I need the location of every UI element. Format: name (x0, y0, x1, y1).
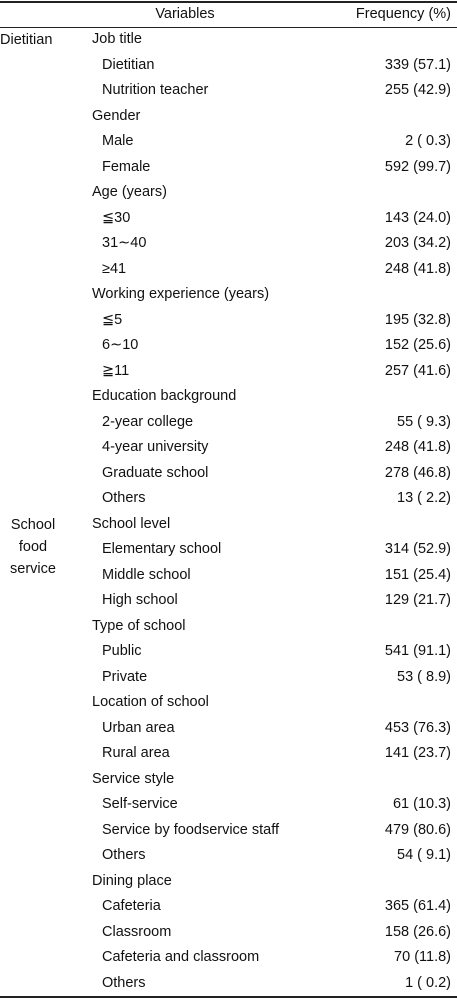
table-row-category (0, 869, 457, 895)
table-row-category (0, 180, 457, 206)
row-frequency: 278 (46.8) (384, 464, 451, 481)
row-frequency: 151 (25.4) (384, 566, 451, 583)
header-variables: Variables (155, 6, 215, 22)
row-label: Self-service (102, 796, 178, 812)
row-frequency: 248 (41.8) (384, 260, 451, 277)
table-row-category (0, 384, 457, 410)
table-row (0, 78, 457, 104)
row-label: ≧11 (102, 362, 130, 379)
group-label-line: service (10, 561, 56, 577)
table-row-category (0, 27, 457, 53)
row-label: ≦5 (102, 311, 123, 328)
table-row (0, 53, 457, 79)
row-label: Service by foodservice staff (102, 821, 280, 838)
category-label: Type of school (92, 617, 186, 634)
table-row-category (0, 512, 457, 538)
row-label: 31∼40 (102, 235, 147, 251)
row-label: Urban area (102, 719, 175, 736)
row-frequency: 203 (34.2) (384, 235, 451, 251)
table-row (0, 894, 457, 920)
table-row (0, 971, 457, 997)
row-label: ≦30 (102, 209, 131, 226)
category-label: Age (years) (92, 184, 167, 200)
category-label: Working experience (years) (92, 286, 270, 302)
category-label: Gender (92, 107, 141, 124)
table-row (0, 231, 457, 257)
row-frequency: 2 ( 0.3) (405, 133, 451, 149)
table-row (0, 792, 457, 818)
row-frequency: 592 (99.7) (384, 158, 451, 175)
table-row (0, 818, 457, 844)
table-row (0, 945, 457, 971)
table-row-category (0, 767, 457, 793)
header-frequency: Frequency (%) (355, 6, 451, 22)
row-frequency: 339 (57.1) (384, 56, 451, 73)
table-row-category (0, 690, 457, 716)
row-frequency: 141 (23.7) (384, 745, 451, 761)
row-label: 2-year college (102, 413, 194, 430)
table-row (0, 920, 457, 946)
table-row (0, 639, 457, 665)
row-label: Others (102, 490, 146, 506)
table-body (0, 27, 457, 996)
row-frequency: 257 (41.6) (384, 362, 451, 379)
table-row-category (0, 614, 457, 640)
row-frequency: 143 (24.0) (384, 209, 451, 226)
table-row (0, 359, 457, 385)
row-label: Others (102, 974, 146, 991)
table-row (0, 308, 457, 334)
row-label: Dietitian (102, 56, 155, 73)
category-label: Dining place (92, 872, 172, 889)
group-label-line: food (18, 539, 48, 555)
row-label: Middle school (102, 566, 191, 583)
row-frequency: 152 (25.6) (384, 337, 451, 353)
table-row-category (0, 282, 457, 308)
table-row (0, 741, 457, 767)
row-frequency: 195 (32.8) (384, 311, 451, 328)
table-row (0, 461, 457, 487)
table-row-category (0, 104, 457, 130)
table-row (0, 486, 457, 512)
row-frequency: 61 (10.3) (392, 796, 451, 812)
row-label: Rural area (102, 745, 170, 761)
table-row (0, 588, 457, 614)
row-label: Others (102, 847, 146, 863)
row-label: 4-year university (102, 439, 209, 455)
row-label: Male (102, 133, 134, 149)
row-frequency: 70 (11.8) (394, 949, 451, 965)
row-label: Female (102, 158, 151, 175)
row-frequency: 55 ( 9.3) (397, 413, 451, 430)
row-label: 6∼10 (102, 337, 139, 353)
row-frequency: 158 (26.6) (384, 923, 451, 940)
row-label: Cafeteria and classroom (102, 949, 260, 965)
row-frequency: 1 ( 0.2) (405, 974, 451, 991)
row-frequency: 248 (41.8) (384, 439, 451, 455)
row-frequency: 13 ( 2.2) (397, 490, 451, 506)
row-label: Nutrition teacher (102, 82, 209, 98)
row-frequency: 255 (42.9) (384, 82, 451, 98)
category-label: Job title (92, 31, 142, 47)
table-row (0, 435, 457, 461)
table-row (0, 257, 457, 283)
row-frequency: 53 ( 8.9) (397, 668, 451, 685)
row-frequency: 541 (91.1) (384, 643, 451, 659)
category-label: Location of school (92, 694, 209, 710)
row-frequency: 314 (52.9) (384, 541, 451, 557)
row-frequency: 453 (76.3) (384, 719, 451, 736)
table-row (0, 155, 457, 181)
group-label-dietitian: Dietitian (0, 32, 53, 48)
row-label: High school (102, 592, 178, 608)
table-bottom-rule (0, 996, 457, 998)
row-frequency: 479 (80.6) (384, 821, 451, 838)
category-label: Education background (92, 388, 237, 404)
group-label-line: School (10, 517, 56, 533)
row-label: Private (102, 668, 148, 685)
row-frequency: 54 ( 9.1) (397, 847, 451, 863)
table-row (0, 665, 457, 691)
table-row (0, 716, 457, 742)
table-row (0, 206, 457, 232)
table-row (0, 410, 457, 436)
row-label: Public (102, 643, 142, 659)
category-label: Service style (92, 770, 175, 787)
table-row (0, 129, 457, 155)
row-label: Cafeteria (102, 898, 161, 914)
row-frequency: 129 (21.7) (384, 592, 451, 608)
row-label: Classroom (102, 923, 172, 940)
row-label: Elementary school (102, 541, 222, 557)
table-row (0, 537, 457, 563)
row-label: Graduate school (102, 464, 209, 481)
row-label: ≥41 (102, 260, 127, 277)
category-label: School level (92, 515, 171, 532)
table-row (0, 563, 457, 589)
table-row (0, 333, 457, 359)
row-frequency: 365 (61.4) (384, 898, 451, 914)
table-row (0, 843, 457, 869)
